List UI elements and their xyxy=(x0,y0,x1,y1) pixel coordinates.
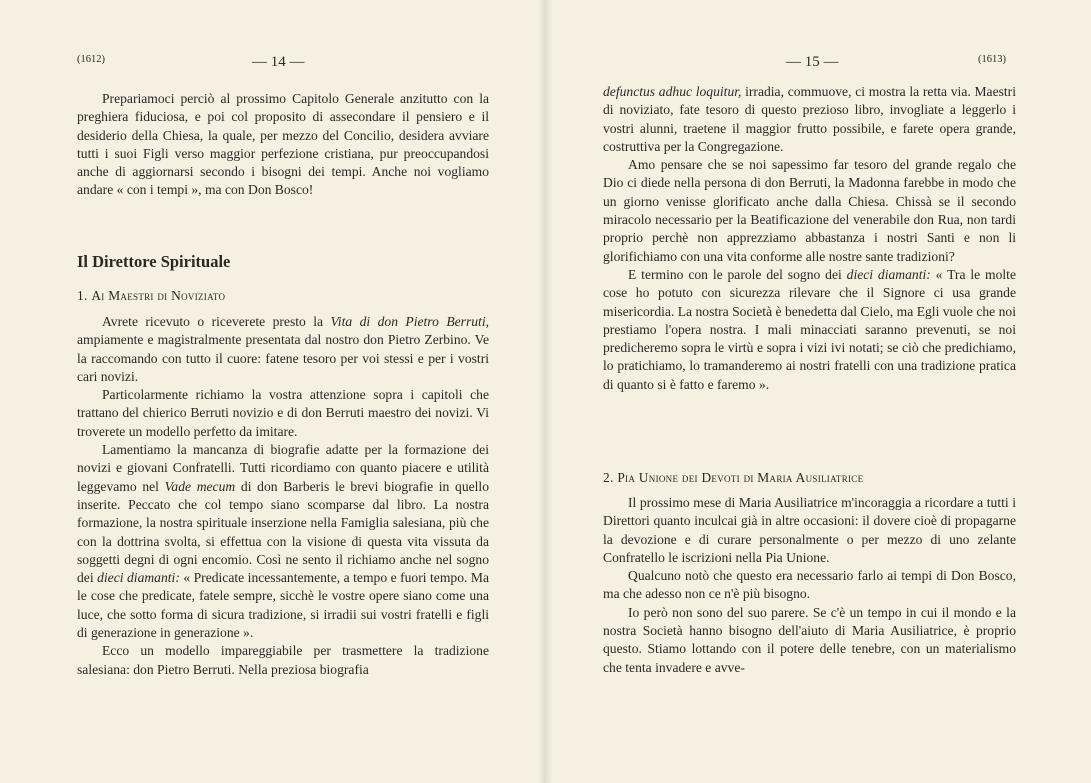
intro-paragraph: Prepariamoci perciò al prossimo Capitolo Generale anzitutto con la preghiera fiduciosa, e poi col proposito di assecondare il pensiero e il desiderio della Chiesa, la quale, per mezzo del Concilio, desidera avviare tutti i suoi Figli verso maggior perfezione cristiana, pur preoccupandosi anche di aggiornarsi secondo i bisogni dei tempi. Anche noi vogliamo andare « con i tempi », ma con Don Bosco! xyxy=(77,91,489,198)
book-gutter xyxy=(538,0,552,783)
paragraph: Qualcuno notò che questo era necessario farlo ai tempi di Don Bosco, ma che adesso non ce n'è più bisogno. xyxy=(603,568,1016,602)
paragraph: Il prossimo mese di Maria Ausiliatrice m'incoraggia a ricordare a tutti i Direttori quanto inculcai già in altre occasioni: il dovere cioè di propagarne la devozione e di curare personalmente o per mezzo di uno zelante Confratello le iscrizioni nella Pia Unione. xyxy=(603,495,1016,565)
paragraph: Ecco un modello impareggiabile per trasmettere la tradizione salesiana: don Pietro Berruti. Nella preziosa biografia xyxy=(77,643,489,677)
subsection-heading-2 xyxy=(603,470,863,486)
paragraph: defunctus adhuc loquitur, irradia, commuove, ci mostra la retta via. Maestri di noviziato, fate tesoro di questo prezioso libro, invogliate a leggerlo i vostri alunni, traetene il maggior frutto possibile, e farete opera grande, costruttiva per la Congregazione. xyxy=(603,84,1016,154)
subsection-title: Ai Maestri di Noviziato xyxy=(91,288,226,303)
right-page xyxy=(552,0,1091,783)
paragraph: E termino con le parole del sogno dei dieci diamanti: « Tra le molte cose ho potuto con sicurezza rilevare che il Signore ci usa grande misericordia. La nostra Società è benedetta dal Cielo, ma Egli vuole che noi prestiamo l'opera nostra. I mali minacciati saranno prevenuti, se noi predicheremo sopra le virtù e sopra i vizi ivi notati; se ciò che predichiamo, lo pratichiamo, lo tramanderemo ai nostri fratelli con una tradizione pratica di quanto si è fatto e faremo ». xyxy=(603,266,1016,392)
right-folio: (1613) xyxy=(978,54,1006,65)
paragraph: Io però non sono del suo parere. Se c'è un tempo in cui il mondo e la nostra Società hanno bisogno dell'aiuto di Maria Ausiliatrice, è proprio questo. Stiamo lottando con il potere delle tenebre, con un materialismo che tenta invadere e avve- xyxy=(603,604,1016,675)
paragraph: Amo pensare che se noi sapessimo far tesoro del grande regalo che Dio ci diede nella persona di don Berruti, la Madonna farebbe in modo che un giorno venisse glorificato anche dalla Chiesa. Chissà se il secondo miracolo necessario per la Beatificazione del venerabile don Rua, non tardi proprio perchè non apprezziamo abbastanza i nostri Santi e non li glorifichiamo con una vita conforme alle nostre sante tradizioni? xyxy=(603,157,1016,264)
left-page xyxy=(0,0,540,783)
paragraph: Avrete ricevuto o riceverete presto la Vita di don Pietro Berruti, ampiamente e magistralmente presentata dal nostro don Pietro Zerbino. Ve la raccomando con tutto il cuore: fatene tesoro per voi stessi e per i vostri cari novizi. xyxy=(77,314,489,384)
section-title: Il Direttore Spirituale xyxy=(77,252,231,271)
subsection-number: 2. xyxy=(603,470,614,485)
right-page-number: — 15 — xyxy=(786,54,839,70)
left-page-number: — 14 — xyxy=(252,54,305,70)
right-body-bottom xyxy=(603,494,1016,677)
left-body xyxy=(77,313,489,679)
right-body-top xyxy=(603,83,1016,394)
left-folio: (1612) xyxy=(77,54,105,65)
subsection-title: Pia Unione dei Devoti di Maria Ausiliatrice xyxy=(617,470,864,485)
subsection-heading-1 xyxy=(77,288,225,304)
paragraph: Lamentiamo la mancanza di biografie adatte per la formazione dei novizi e giovani Confratelli. Tutti ricordiamo con quanto piacere e utilità leggevamo nel Vade mecum di don Barberis le brevi biografie in quello inserite. Peccato che col tempo siano scomparse dal libro. La nostra formazione, la nostra spirituale inserzione nella Famiglia salesiana, più che con la dottrina svolta, si effettua con la visione di questa vita vissuta da soggetti degni di ogni encomio. Così ne sento il richiamo anche nel sogno dei dieci diamanti: « Predicate incessantemente, a tempo e fuori tempo. Ma le cose che predicate, fatele sempre, sicchè le vostre opere siano come una luce, che sotto forma di sicura tradizione, si irradii sui vostri fratelli e figli di generazione in generazione ». xyxy=(77,442,490,641)
paragraph: Particolarmente richiamo la vostra attenzione sopra i capitoli che trattano del chierico Berruti novizio e di don Berruti maestro dei novizi. Vi troverete un modello perfetto da imitare. xyxy=(77,387,489,439)
left-intro-block xyxy=(77,90,489,200)
subsection-number: 1. xyxy=(77,288,88,303)
